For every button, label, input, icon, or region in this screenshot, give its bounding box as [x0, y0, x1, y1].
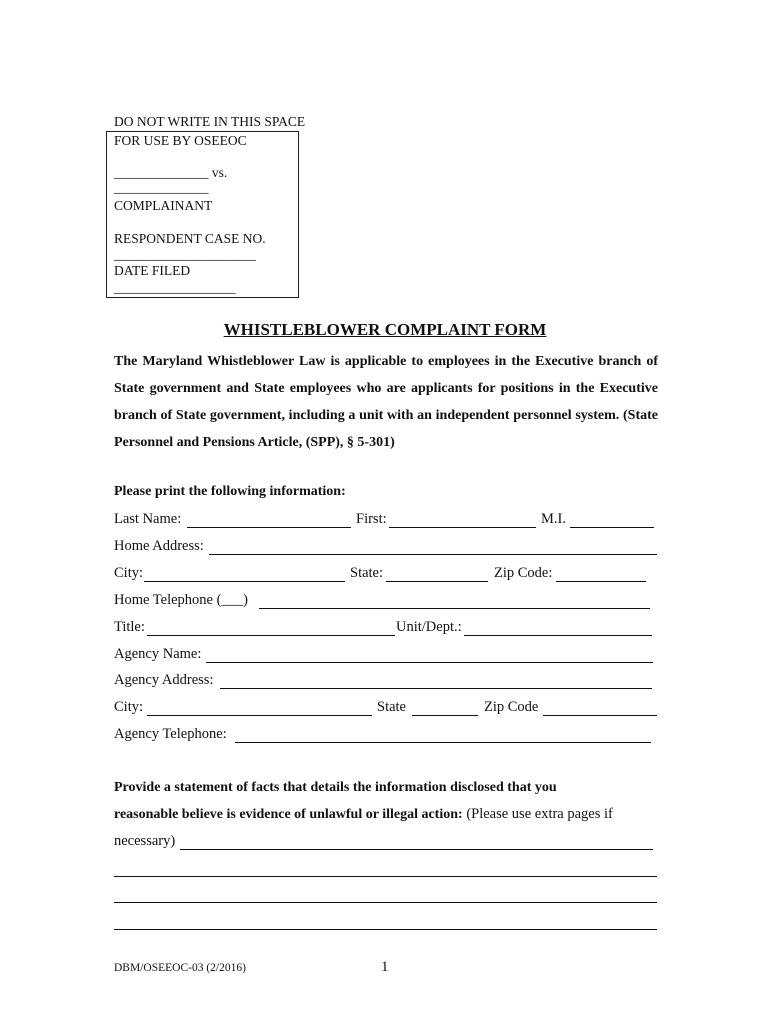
statement-prompt-line2-normal: (Please use extra pages if [462, 806, 613, 822]
agency-address-field[interactable] [220, 688, 652, 689]
state-label: State: [350, 565, 384, 581]
first-name-label: First: [356, 511, 387, 527]
agency-zip-field[interactable] [543, 715, 657, 716]
mi-field[interactable] [570, 527, 654, 528]
complainant-label: COMPLAINANT [114, 198, 213, 213]
agency-telephone-label: Agency Telephone: [114, 726, 227, 742]
statement-line-3[interactable] [114, 902, 657, 903]
office-header-line1: DO NOT WRITE IN THIS SPACE [114, 114, 306, 129]
respondent-case-label: RESPONDENT CASE NO. [114, 231, 266, 246]
mi-label: M.I. [541, 511, 566, 527]
page-number: 1 [381, 959, 389, 975]
last-name-field[interactable] [187, 527, 351, 528]
city-label: City: [114, 565, 144, 581]
date-filed-label: DATE FILED [114, 263, 191, 278]
last-name-label: Last Name: [114, 511, 182, 527]
statement-line-4[interactable] [114, 929, 657, 930]
home-address-field[interactable] [209, 554, 657, 555]
zip-code-field[interactable] [556, 581, 646, 582]
job-title-field[interactable] [147, 635, 395, 636]
unit-dept-label: Unit/Dept.: [396, 619, 462, 635]
agency-telephone-field[interactable] [235, 742, 651, 743]
statement-line-1[interactable] [180, 849, 653, 850]
form-id: DBM/OSEEOC-03 (2/2016) [114, 962, 246, 974]
city-field[interactable] [144, 581, 345, 582]
statement-prompt-line3: necessary) [114, 833, 176, 849]
office-header-line2: FOR USE BY OSEEOC [114, 133, 247, 148]
agency-state-label: State [377, 699, 406, 715]
print-prompt: Please print the following information: [114, 484, 346, 499]
office-blank-line1: ______________ [114, 180, 209, 195]
agency-city-label: City: [114, 699, 144, 715]
home-telephone-label: Home Telephone (___) [114, 592, 249, 608]
agency-city-field[interactable] [147, 715, 372, 716]
intro-paragraph: The Maryland Whistleblower Law is applicable to employees in the Executive branch of State government and State employees who are applicants for positions in the Executive branch of State government, including a unit with an independent personnel system. (State Personnel and Pensions Article, (SPP), § 5-301) [114, 354, 658, 450]
zip-code-label: Zip Code: [494, 565, 553, 581]
agency-name-field[interactable] [206, 662, 653, 663]
statement-prompt-line1: Provide a statement of facts that details the information disclosed that you [114, 780, 557, 795]
first-name-field[interactable] [389, 527, 536, 528]
home-telephone-field[interactable] [259, 608, 650, 609]
agency-address-label: Agency Address: [114, 672, 214, 688]
office-blank-line2: _____________________ [114, 247, 256, 262]
office-vs-line: ______________ vs. [114, 165, 228, 180]
form-title: WHISTLEBLOWER COMPLAINT FORM [223, 320, 547, 339]
home-address-label: Home Address: [114, 538, 204, 554]
state-field[interactable] [386, 581, 488, 582]
statement-prompt-line2 [114, 806, 613, 823]
office-blank-line3: __________________ [114, 280, 236, 295]
agency-name-label: Agency Name: [114, 646, 202, 662]
unit-dept-field[interactable] [464, 635, 652, 636]
job-title-label: Title: [114, 619, 145, 635]
agency-state-field[interactable] [412, 715, 478, 716]
statement-line-2[interactable] [114, 876, 657, 877]
agency-zip-label: Zip Code [484, 699, 539, 715]
statement-prompt-line2-bold: reasonable believe is evidence of unlawful or illegal action: [114, 807, 463, 822]
